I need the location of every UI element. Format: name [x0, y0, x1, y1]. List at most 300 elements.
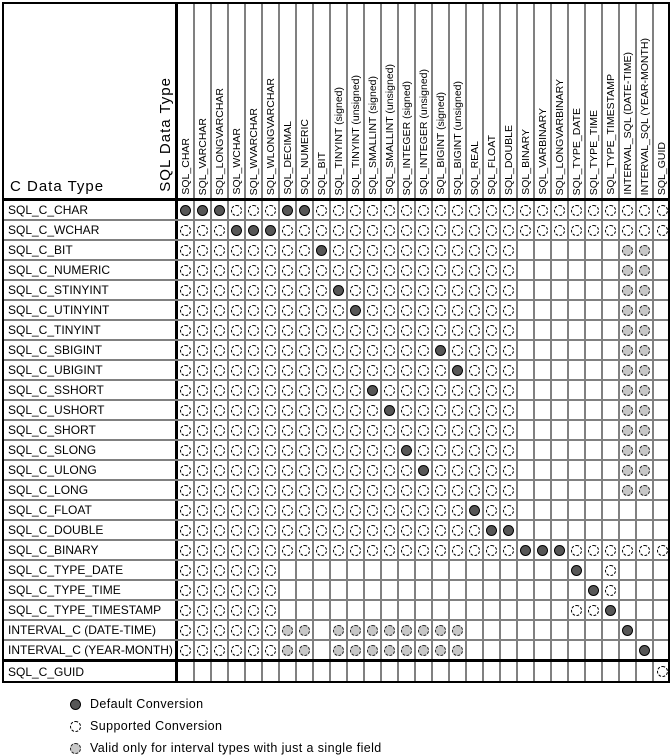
table-row — [4, 239, 668, 259]
supported-conversion-icon — [180, 565, 191, 576]
matrix-cell — [450, 201, 467, 219]
matrix-cell — [637, 641, 654, 659]
matrix-cell — [229, 301, 246, 319]
matrix-cell — [263, 221, 280, 239]
matrix-cell — [195, 521, 212, 539]
matrix-cell — [637, 521, 654, 539]
col-header-label: SQL_DOUBLE — [502, 124, 515, 195]
default-conversion-icon — [588, 585, 599, 596]
supported-conversion-icon — [469, 425, 480, 436]
interval-only-conversion-icon — [384, 645, 395, 656]
matrix-cell — [552, 662, 569, 681]
matrix-cell — [229, 461, 246, 479]
col-header — [280, 4, 297, 198]
matrix-cell — [399, 461, 416, 479]
matrix-cell — [416, 421, 433, 439]
supported-conversion-icon — [452, 505, 463, 516]
row-label: SQL_C_SHORT — [4, 421, 178, 439]
matrix-cell — [399, 341, 416, 359]
col-header — [212, 4, 229, 198]
matrix-cell — [637, 401, 654, 419]
table-row — [4, 639, 668, 659]
supported-conversion-icon — [333, 245, 344, 256]
matrix-cell — [246, 561, 263, 579]
supported-conversion-icon — [401, 325, 412, 336]
header-row — [4, 4, 668, 201]
matrix-cell — [620, 501, 637, 519]
matrix-cell — [484, 641, 501, 659]
matrix-cell — [399, 501, 416, 519]
matrix-cell — [229, 261, 246, 279]
matrix-cell — [297, 201, 314, 219]
matrix-cell — [535, 481, 552, 499]
matrix-cell — [399, 662, 416, 681]
matrix-cell — [297, 301, 314, 319]
matrix-cell — [246, 461, 263, 479]
matrix-cell — [603, 501, 620, 519]
matrix-cell — [348, 201, 365, 219]
supported-conversion-icon — [231, 605, 242, 616]
matrix-cell — [433, 501, 450, 519]
col-header — [433, 4, 450, 198]
matrix-cell — [195, 281, 212, 299]
matrix-cell — [365, 341, 382, 359]
matrix-cell — [212, 641, 229, 659]
supported-conversion-icon — [282, 245, 293, 256]
supported-conversion-icon — [316, 225, 327, 236]
matrix-cell — [365, 281, 382, 299]
matrix-cell — [331, 221, 348, 239]
supported-conversion-icon — [265, 525, 276, 536]
matrix-cell — [331, 381, 348, 399]
matrix-cell — [229, 341, 246, 359]
matrix-cell — [433, 401, 450, 419]
matrix-cell — [178, 241, 195, 259]
matrix-cell — [246, 381, 263, 399]
supported-conversion-icon — [401, 485, 412, 496]
supported-conversion-icon — [282, 485, 293, 496]
matrix-cell — [280, 541, 297, 559]
matrix-cell — [195, 601, 212, 619]
default-conversion-icon — [248, 225, 259, 236]
matrix-cell — [246, 481, 263, 499]
matrix-cell — [535, 581, 552, 599]
matrix-cell — [518, 261, 535, 279]
matrix-cell — [603, 561, 620, 579]
interval-only-conversion-icon — [622, 265, 633, 276]
supported-conversion-icon — [231, 425, 242, 436]
matrix-cell — [365, 221, 382, 239]
supported-conversion-icon — [180, 625, 191, 636]
matrix-cell — [654, 421, 671, 439]
matrix-cell — [552, 401, 569, 419]
col-header — [365, 4, 382, 198]
matrix-cell — [501, 201, 518, 219]
supported-conversion-icon — [469, 365, 480, 376]
supported-conversion-icon — [265, 245, 276, 256]
matrix-cell — [654, 521, 671, 539]
row-label: SQL_C_USHORT — [4, 401, 178, 419]
matrix-cell — [348, 221, 365, 239]
matrix-cell — [280, 261, 297, 279]
matrix-cell — [586, 621, 603, 639]
matrix-cell — [195, 421, 212, 439]
matrix-cell — [484, 321, 501, 339]
supported-conversion-icon — [282, 265, 293, 276]
matrix-cell — [518, 441, 535, 459]
supported-conversion-icon — [248, 485, 259, 496]
matrix-cell — [178, 381, 195, 399]
supported-conversion-icon — [197, 605, 208, 616]
supported-conversion-icon — [265, 205, 276, 216]
matrix-cell — [654, 581, 671, 599]
matrix-cell — [280, 581, 297, 599]
matrix-cell — [195, 221, 212, 239]
matrix-cell — [195, 441, 212, 459]
default-conversion-icon — [520, 545, 531, 556]
interval-only-conversion-icon — [299, 625, 310, 636]
interval-only-conversion-icon — [299, 645, 310, 656]
matrix-cell — [331, 501, 348, 519]
matrix-cell — [416, 221, 433, 239]
matrix-cell — [535, 601, 552, 619]
matrix-cell — [552, 381, 569, 399]
matrix-cell — [637, 541, 654, 559]
matrix-cell — [280, 221, 297, 239]
matrix-cell — [348, 261, 365, 279]
matrix-cell — [246, 441, 263, 459]
matrix-cell — [535, 521, 552, 539]
matrix-cell — [569, 241, 586, 259]
default-conversion-icon — [350, 305, 361, 316]
interval-only-conversion-icon — [622, 285, 633, 296]
matrix-cell — [365, 621, 382, 639]
matrix-cell — [433, 301, 450, 319]
matrix-cell — [280, 201, 297, 219]
matrix-cell — [433, 221, 450, 239]
row-label: SQL_C_TINYINT — [4, 321, 178, 339]
col-header — [195, 4, 212, 198]
matrix-cell — [331, 261, 348, 279]
col-header — [518, 4, 535, 198]
supported-conversion-icon — [197, 365, 208, 376]
supported-conversion-icon — [503, 305, 514, 316]
supported-conversion-icon — [350, 405, 361, 416]
matrix-cell — [297, 561, 314, 579]
matrix-cell — [195, 621, 212, 639]
supported-conversion-icon — [350, 265, 361, 276]
supported-conversion-icon — [333, 325, 344, 336]
table-row — [4, 379, 668, 399]
col-header-label: INTERVAL_SQL (YEAR-MONTH) — [638, 37, 651, 195]
matrix-cell — [399, 261, 416, 279]
matrix-cell — [212, 421, 229, 439]
matrix-cell — [314, 601, 331, 619]
matrix-cell — [603, 221, 620, 239]
supported-conversion-icon — [469, 265, 480, 276]
matrix-cell — [433, 381, 450, 399]
matrix-cell — [246, 361, 263, 379]
supported-conversion-icon — [180, 645, 191, 656]
matrix-cell — [552, 341, 569, 359]
matrix-cell — [246, 541, 263, 559]
supported-conversion-icon — [469, 465, 480, 476]
matrix-cell — [569, 641, 586, 659]
matrix-cell — [654, 301, 671, 319]
supported-conversion-icon — [503, 545, 514, 556]
matrix-cell — [450, 521, 467, 539]
col-header-label: SQL_VARCHAR — [196, 117, 209, 195]
matrix-cell — [620, 361, 637, 379]
col-header-label: SQL_DECIMAL — [281, 121, 294, 195]
supported-conversion-icon — [299, 265, 310, 276]
matrix-cell — [586, 401, 603, 419]
matrix-cell — [603, 421, 620, 439]
matrix-cell — [229, 561, 246, 579]
matrix-cell — [348, 641, 365, 659]
supported-conversion-icon — [367, 245, 378, 256]
matrix-cell — [586, 361, 603, 379]
supported-conversion-icon — [333, 425, 344, 436]
matrix-cell — [178, 321, 195, 339]
supported-conversion-icon — [350, 465, 361, 476]
matrix-cell — [467, 421, 484, 439]
matrix-cell — [178, 341, 195, 359]
matrix-cell — [416, 621, 433, 639]
matrix-cell — [348, 581, 365, 599]
matrix-cell — [280, 481, 297, 499]
default-conversion-icon — [503, 525, 514, 536]
matrix-cell — [552, 321, 569, 339]
matrix-cell — [263, 501, 280, 519]
matrix-cell — [416, 662, 433, 681]
col-header-label: SQL_WVARCHAR — [247, 107, 260, 195]
matrix-cell — [348, 441, 365, 459]
matrix-cell — [518, 501, 535, 519]
matrix-cell — [637, 581, 654, 599]
supported-conversion-icon — [214, 585, 225, 596]
matrix-cell — [297, 321, 314, 339]
matrix-cell — [569, 561, 586, 579]
supported-conversion-icon — [503, 365, 514, 376]
matrix-cell — [518, 321, 535, 339]
matrix-cell — [501, 241, 518, 259]
matrix-cell — [620, 521, 637, 539]
matrix-cell — [331, 601, 348, 619]
supported-conversion-icon — [299, 225, 310, 236]
supported-conversion-icon — [299, 345, 310, 356]
supported-conversion-icon — [316, 345, 327, 356]
matrix-cell — [501, 521, 518, 539]
matrix-cell — [467, 441, 484, 459]
matrix-cell — [229, 381, 246, 399]
supported-conversion-icon — [231, 405, 242, 416]
matrix-cell — [467, 621, 484, 639]
supported-conversion-icon — [214, 225, 225, 236]
supported-conversion-icon — [367, 325, 378, 336]
matrix-cell — [416, 501, 433, 519]
matrix-cell — [433, 561, 450, 579]
interval-only-conversion-icon — [639, 445, 650, 456]
matrix-cell — [365, 461, 382, 479]
matrix-cell — [603, 441, 620, 459]
supported-conversion-icon — [316, 465, 327, 476]
supported-conversion-icon — [180, 365, 191, 376]
matrix-cell — [348, 421, 365, 439]
supported-conversion-icon — [435, 305, 446, 316]
interval-only-conversion-icon — [401, 625, 412, 636]
table-row — [4, 201, 668, 219]
matrix-cell — [450, 261, 467, 279]
matrix-cell — [280, 501, 297, 519]
matrix-cell — [416, 541, 433, 559]
matrix-cell — [603, 641, 620, 659]
row-label: SQL_C_NUMERIC — [4, 261, 178, 279]
matrix-cell — [501, 221, 518, 239]
matrix-cell — [501, 581, 518, 599]
supported-conversion-icon — [231, 545, 242, 556]
matrix-cell — [331, 361, 348, 379]
supported-conversion-icon — [316, 485, 327, 496]
supported-conversion-icon — [537, 225, 548, 236]
matrix-cell — [178, 261, 195, 279]
matrix-cell — [297, 241, 314, 259]
matrix-cell — [467, 521, 484, 539]
table-row — [4, 559, 668, 579]
matrix-cell — [467, 601, 484, 619]
matrix-cell — [484, 581, 501, 599]
matrix-cell — [450, 381, 467, 399]
interval-only-conversion-icon — [435, 645, 446, 656]
supported-conversion-icon — [469, 385, 480, 396]
default-conversion-icon — [333, 285, 344, 296]
matrix-cell — [246, 641, 263, 659]
supported-conversion-icon — [486, 385, 497, 396]
row-label: SQL_C_DOUBLE — [4, 521, 178, 539]
matrix-cell — [246, 321, 263, 339]
interval-only-conversion-icon — [639, 305, 650, 316]
matrix-cell — [484, 381, 501, 399]
supported-conversion-icon — [418, 245, 429, 256]
col-header — [178, 4, 195, 198]
matrix-cell — [603, 301, 620, 319]
matrix-cell — [552, 461, 569, 479]
matrix-cell — [212, 321, 229, 339]
matrix-cell — [195, 541, 212, 559]
col-header — [501, 4, 518, 198]
matrix-cell — [263, 281, 280, 299]
matrix-cell — [450, 241, 467, 259]
supported-conversion-icon — [299, 525, 310, 536]
matrix-cell — [416, 581, 433, 599]
matrix-cell — [637, 241, 654, 259]
matrix-cell — [382, 662, 399, 681]
supported-conversion-icon — [350, 485, 361, 496]
column-axis-title: SQL Data Type — [157, 77, 174, 192]
col-header — [229, 4, 246, 198]
supported-conversion-icon — [299, 325, 310, 336]
matrix-cell — [620, 321, 637, 339]
matrix-cell — [399, 361, 416, 379]
matrix-cell — [569, 361, 586, 379]
supported-conversion-icon — [384, 285, 395, 296]
supported-conversion-icon — [265, 445, 276, 456]
matrix-cell — [348, 662, 365, 681]
matrix-cell — [263, 581, 280, 599]
matrix-cell — [297, 601, 314, 619]
matrix-cell — [365, 581, 382, 599]
supported-conversion-icon — [214, 525, 225, 536]
supported-conversion-icon — [401, 345, 412, 356]
matrix-cell — [450, 481, 467, 499]
table-row — [4, 419, 668, 439]
matrix-cell — [382, 621, 399, 639]
matrix-cell — [348, 241, 365, 259]
supported-conversion-icon — [231, 445, 242, 456]
matrix-cell — [280, 281, 297, 299]
matrix-cell — [331, 401, 348, 419]
supported-conversion-icon — [214, 285, 225, 296]
supported-conversion-icon — [367, 265, 378, 276]
supported-conversion-icon — [248, 585, 259, 596]
row-label: SQL_C_UBIGINT — [4, 361, 178, 379]
supported-conversion-icon — [197, 305, 208, 316]
table-row — [4, 439, 668, 459]
col-header-label: SQL_GUID — [655, 141, 668, 195]
matrix-cell — [314, 281, 331, 299]
supported-conversion-icon — [282, 445, 293, 456]
matrix-cell — [552, 541, 569, 559]
matrix-cell — [382, 501, 399, 519]
supported-conversion-icon — [384, 385, 395, 396]
supported-conversion-icon — [350, 245, 361, 256]
matrix-cell — [620, 441, 637, 459]
supported-conversion-icon — [316, 285, 327, 296]
matrix-cell — [535, 662, 552, 681]
supported-conversion-icon — [350, 205, 361, 216]
matrix-cell — [518, 621, 535, 639]
matrix-cell — [314, 401, 331, 419]
supported-conversion-icon — [248, 625, 259, 636]
matrix-cell — [382, 221, 399, 239]
matrix-cell — [569, 261, 586, 279]
matrix-cell — [620, 621, 637, 639]
supported-conversion-icon — [384, 485, 395, 496]
matrix-cell — [569, 541, 586, 559]
supported-conversion-icon — [214, 485, 225, 496]
matrix-cell — [246, 601, 263, 619]
supported-conversion-icon — [214, 305, 225, 316]
supported-conversion-icon — [265, 585, 276, 596]
supported-conversion-icon — [554, 205, 565, 216]
matrix-cell — [229, 641, 246, 659]
matrix-cell — [416, 281, 433, 299]
matrix-cell — [484, 241, 501, 259]
matrix-cell — [484, 662, 501, 681]
supported-conversion-icon — [418, 385, 429, 396]
supported-conversion-icon — [605, 565, 616, 576]
matrix-cell — [331, 421, 348, 439]
supported-conversion-icon — [282, 225, 293, 236]
matrix-cell — [382, 321, 399, 339]
supported-conversion-icon — [180, 545, 191, 556]
matrix-cell — [314, 201, 331, 219]
matrix-cell — [450, 441, 467, 459]
matrix-cell — [654, 601, 671, 619]
supported-conversion-icon — [418, 305, 429, 316]
supported-conversion-icon — [214, 445, 225, 456]
matrix-cell — [382, 581, 399, 599]
